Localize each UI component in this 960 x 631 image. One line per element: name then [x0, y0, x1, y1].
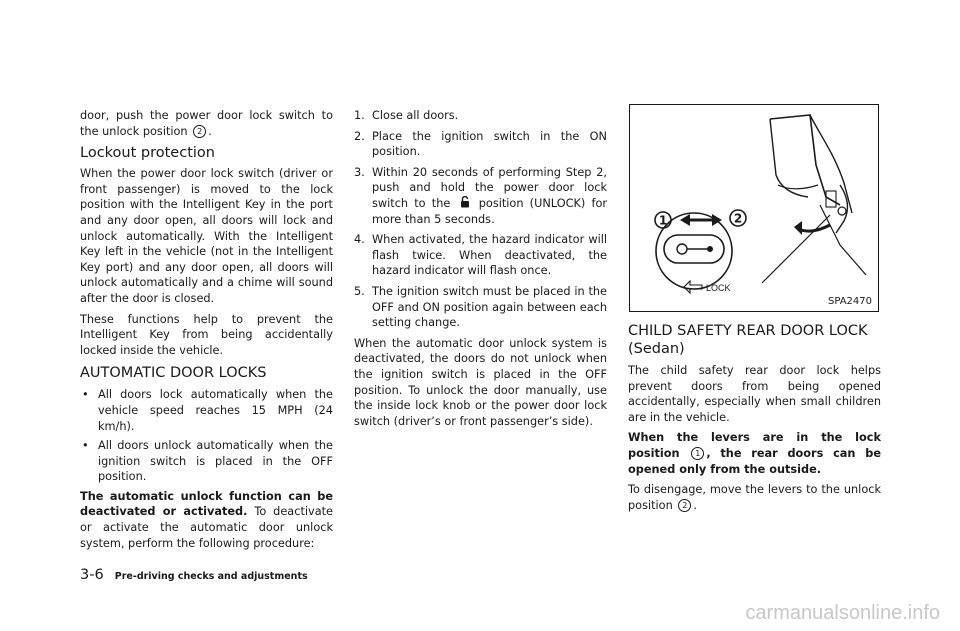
manual-unlock-paragraph: When the automatic door unlock system is deactivated, the doors do not unlock when the ignition switch is placed in the OFF position. To unlock the door manually, use the inside lock knob or the power door lock switch (driver’s or front passenger’s side).	[354, 336, 607, 428]
step-item: 2. Place the ignition switch in the ON position.	[354, 129, 607, 159]
disengage-paragraph: To disengage, move the levers to the unlock position 2 .	[628, 483, 881, 512]
lockout-paragraph-2: These functions help to prevent the Intelligent Key from being accidentally locked inside the vehicle.	[80, 312, 333, 357]
lockout-heading: Lockout protection	[80, 145, 215, 162]
figure-marker-1: 1	[658, 213, 668, 228]
column-right	[628, 322, 881, 518]
bullet-icon: •	[82, 439, 89, 453]
child-lock-figure	[629, 104, 879, 312]
column-middle	[354, 108, 607, 434]
figure-marker-2: 2	[733, 211, 743, 226]
step-item: 1. Close all doors.	[354, 109, 459, 122]
figure-code: SPA2470	[827, 296, 872, 307]
deactivate-paragraph: The automatic unlock function can be deactivated or activated. To deactivate or activate the automatic door unlock system, perform the following procedure:	[80, 489, 333, 550]
watermark: carmanualsonline.info	[745, 602, 940, 624]
lockout-paragraph-1: When the power door lock switch (driver or front passenger) is moved to the lock position with the Intelligent Key in the port and any door open, all doors will lock and unlock automatically. With the Intelligent Key left in the vehicle (not in the Intelligent Key port) and any door open, all doors will unlock automatically and a chime will sound after the door is closed.	[80, 167, 333, 305]
levers-paragraph: When the levers are in the lock position 1 , the rear doors can be opened only from the outside.	[628, 431, 881, 476]
figure-lock-label: LOCK	[706, 283, 731, 293]
step-item: 5. The ignition switch must be placed in the OFF and ON position again between each setting change.	[354, 284, 607, 330]
page-number: 3-6	[80, 567, 104, 583]
child-safety-paragraph: The child safety rear door lock helps prevent doors from being opened accidentally, especially when small children are in the vehicle.	[628, 364, 881, 424]
child-lock-illustration	[630, 105, 878, 311]
unlock-icon	[460, 196, 470, 208]
step-item: 4. When activated, the hazard indicator will flash twice. When deactivated, the hazard indicator will flash once.	[354, 233, 607, 278]
page-footer	[80, 564, 308, 583]
auto-door-locks-heading: AUTOMATIC DOOR LOCKS	[80, 365, 267, 382]
marker-2-icon: 2	[678, 499, 691, 512]
step-item: 3. Within 20 seconds of performing Step 2, push and hold the power door lock switch to the position (UNLOCK) for more than 5 seconds.	[354, 165, 608, 226]
bullet-item: • All doors lock automatically when the vehicle speed reaches 15 MPH (24 km/h).	[82, 388, 333, 433]
child-safety-heading: CHILD SAFETY REAR DOOR LOCK (Sedan)	[628, 323, 868, 357]
marker-2-icon: 2	[193, 125, 206, 138]
marker-1-icon: 1	[691, 447, 704, 460]
footer-section-title: Pre-driving checks and adjustments	[114, 571, 308, 582]
bullet-icon: •	[82, 388, 89, 402]
bullet-item: • All doors unlock automatically when the ignition switch is placed in the OFF position.	[82, 439, 333, 484]
column-left	[80, 108, 333, 556]
intro-paragraph: door, push the power door lock switch to the unlock position 2 .	[80, 109, 333, 138]
